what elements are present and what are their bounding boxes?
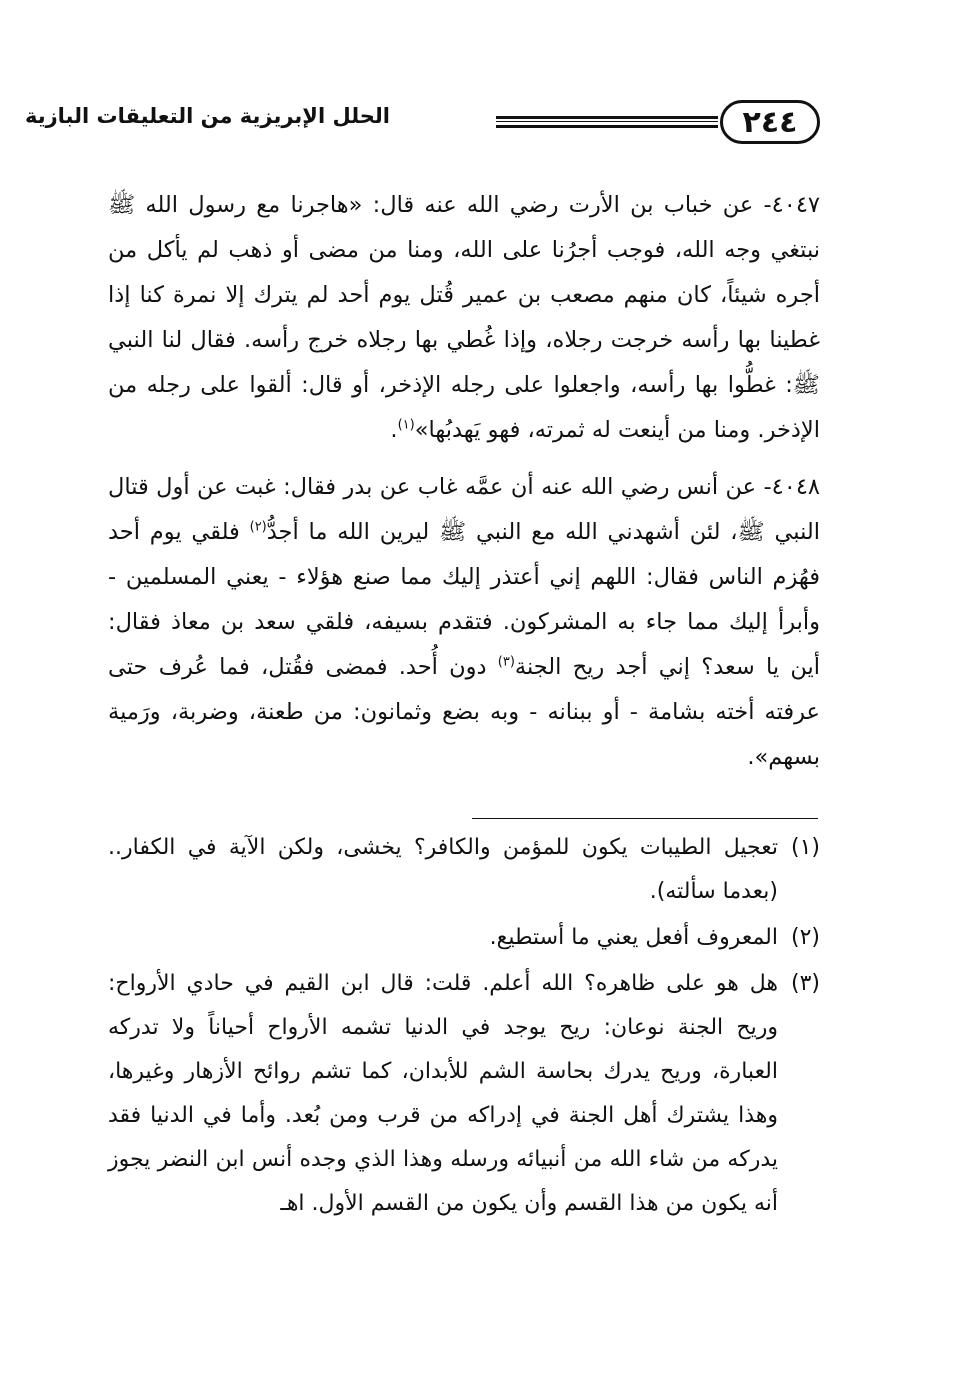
footnote-text: هل هو على ظاهره؟ الله أعلم. قلت: قال ابن القيم في حادي الأرواح: وريح الجنة نوعان: ريح يوجد في الدنيا تشمه الأرواح أحياناً ولا تدركه العبارة، وريح يدرك بحاسة الشم للأبدان، كما تشم روائح الأزهار وغيرها، وهذا يشترك أهل الجنة في إدراكه من قرب ومن بُعد. وأما في الدنيا فقد يدركه من شاء الله من أنبيائه ورسله وهذا الذي وجده أنس ابن النضر يجوز أنه يكون من هذا القسم وأن يكون من القسم الأول. اهـ xyxy=(108,971,778,1216)
footnote-2 xyxy=(108,916,820,960)
footnote-1 xyxy=(108,826,820,914)
footnote-mark: (٢) xyxy=(790,925,820,950)
hadith-text: فلقي يوم أحد فهُزم الناس فقال: اللهم إني أعتذر إليك مما صنع هؤلاء - يعني المسلمين - وأبرأ إليك مما جاء به المشركون. فتقدم بسيفه، فلقي سعد بن معاذ فقال: أين يا سعد؟ إني أجد ريح الجنة xyxy=(108,519,820,680)
footnote-reference: (٢) xyxy=(249,519,267,535)
footnote-reference: (١) xyxy=(397,417,415,433)
footnote-reference: (٣) xyxy=(497,654,515,670)
running-title: الحلل الإبريزية من التعليقات البازية xyxy=(24,104,390,128)
footnote-separator xyxy=(472,818,818,819)
hadith-text: عن خباب بن الأرت رضي الله عنه قال: «هاجرنا مع رسول الله ﷺ نبتغي وجه الله، فوجب أجرُنا على الله، ومنا من مضى أو ذهب لم يأكل من أجره شيئاً، كان منهم مصعب بن عمير قُتل يوم أحد لم يترك إلا نمرة كنا إذا غطينا بها رأسه خرجت رجلاه، وإذا غُطي بها رجلاه خرج رأسه. فقال لنا النبي ﷺ: غطُّوا بها رأسه، واجعلوا على رجله الإذخر، أو قال: ألقوا على رجله من الإذخر. ومنا من أينعت له ثمرته، فهو يَهدبُها» xyxy=(108,192,820,443)
footnotes xyxy=(108,826,820,1228)
hadith-text: عن أنس رضي الله عنه أن عمَّه غاب عن بدر فقال: غبت عن أول قتال النبي ﷺ، لئن أشهدني الله مع النبي ﷺ ليرين الله ما أجدُّ xyxy=(108,474,820,545)
footnote-text: المعروف أفعل يعني ما أستطيع. xyxy=(489,925,778,950)
footnote-text: تعجيل الطيبات يكون للمؤمن والكافر؟ يخشى، ولكن الآية في الكفار.. (بعدما سألته). xyxy=(108,835,778,904)
hadith-text: دون أُحد. فمضى فقُتل، فما عُرف حتى عرفته أخته بشامة - أو ببنانه - وبه بضع وثمانون: من طعنة، وضربة، ورَمية بسهم». xyxy=(108,654,820,770)
main-text xyxy=(108,183,820,792)
footnote-3 xyxy=(108,962,820,1226)
hadith-end-mark: . xyxy=(390,417,398,443)
page-header xyxy=(24,98,820,154)
hadith-number: ٤٠٤٧- xyxy=(763,192,820,218)
page-number: ٢٤٤ xyxy=(720,100,820,144)
header-rule xyxy=(496,116,718,128)
hadith-4047 xyxy=(108,183,820,453)
footnote-mark: (٣) xyxy=(790,971,820,996)
hadith-4048 xyxy=(108,465,820,780)
footnote-mark: (١) xyxy=(790,835,820,860)
hadith-number: ٤٠٤٨- xyxy=(763,474,820,500)
